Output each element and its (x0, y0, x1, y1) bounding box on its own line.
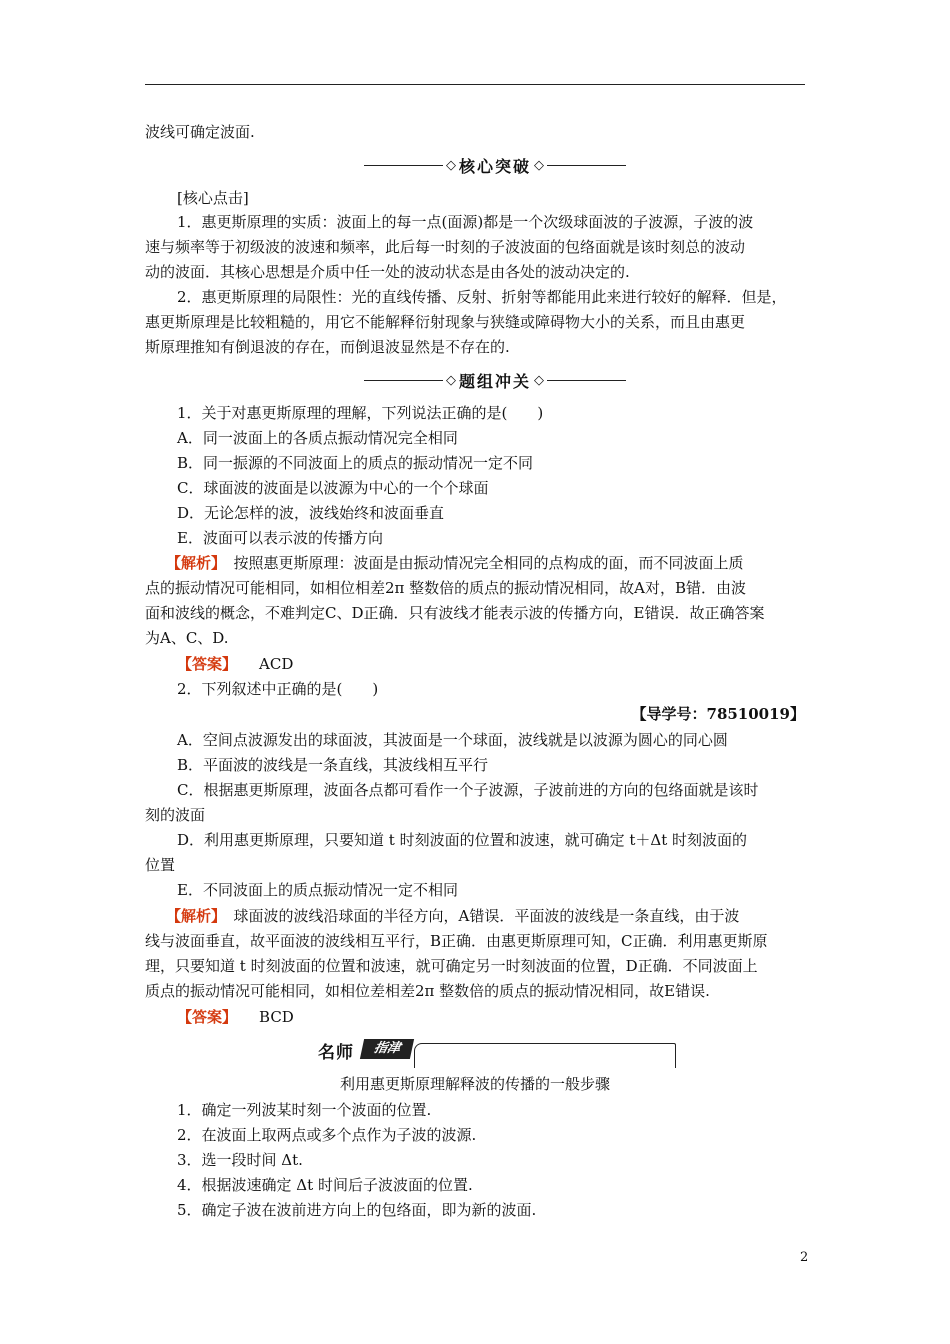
answer-line (177, 1007, 294, 1027)
paragraph-line: 动的波面．其核心思想是介质中任一处的波动状态是由各处的波动决定的. (145, 263, 630, 281)
analysis-line: 质点的振动情况可能相同，如相位差相差2π 整数倍的质点的振动情况相同，故E错误. (145, 982, 710, 1000)
teacher-tip-badge: 指津 (360, 1039, 414, 1059)
answer-value: BCD (259, 1008, 294, 1026)
diamond-icon: ◇ (446, 372, 456, 388)
answer-tag: 【答案】 (177, 1008, 238, 1026)
option: B．平面波的波线是一条直线，其波线相互平行 (177, 756, 489, 774)
analysis-line (166, 906, 739, 926)
option: C．球面波的波面是以波源为中心的一个个球面 (177, 479, 489, 497)
paragraph-line: 速与频率等于初级波的波速和频率，此后每一时刻的子波波面的包络面就是该时刻总的波动 (145, 238, 746, 256)
analysis-tag: 【解析】 (166, 554, 219, 572)
analysis-line: 点的振动情况可能相同，如相位相差2π 整数倍的质点的振动情况相同，故A对，B错．由波 (145, 579, 747, 597)
paragraph-line: 惠更斯原理是比较粗糙的，用它不能解释衍射现象与狭缝或障碍物大小的关系，而且由惠更 (145, 313, 746, 331)
option: B．同一振源的不同波面上的质点的振动情况一定不同 (177, 454, 534, 472)
option-continued: 刻的波面 (145, 806, 206, 824)
step-item: 5．确定子波在波前进方向上的包络面，即为新的波面. (177, 1201, 537, 1219)
section-title: 核心突破 (459, 156, 532, 176)
analysis-line (166, 553, 744, 573)
analysis-line: 面和波线的概念，不难判定C、D正确．只有波线才能表示波的传播方向，E错误．故正确答案 (145, 604, 765, 622)
option: E．不同波面上的质点振动情况一定不相同 (177, 881, 458, 899)
answer-value: ACD (259, 655, 294, 673)
analysis-text: 按照惠更斯原理：波面是由振动情况完全相同的点构成的面，而不同波面上质 (218, 554, 744, 572)
page-number: 2 (800, 1250, 809, 1265)
header-rule (145, 84, 805, 85)
subsection-label: [核心点击] (177, 189, 249, 207)
paragraph-line: 1．惠更斯原理的实质：波面上的每一点(面源)都是一个次级球面波的子波源，子波的波 (177, 213, 754, 231)
section-header-core (364, 154, 626, 176)
option: A．同一波面上的各质点振动情况完全相同 (177, 429, 458, 447)
paragraph-line: 斯原理推知有倒退波的存在，而倒退波显然是不存在的. (145, 338, 510, 356)
option: E．波面可以表示波的传播方向 (177, 529, 383, 547)
option: D．无论怎样的波，波线始终和波面垂直 (177, 504, 445, 522)
question-stem: 2．下列叙述中正确的是( ) (177, 680, 379, 698)
step-item: 4．根据波速确定 Δt 时间后子波波面的位置. (177, 1176, 473, 1194)
answer-line (177, 654, 293, 674)
paragraph-line: 波线可确定波面. (145, 123, 255, 141)
analysis-line: 理，只要知道 t 时刻波面的位置和波速，就可确定另一时刻波面的位置，D正确．不同波面上 (145, 957, 758, 975)
header-rule-right (547, 380, 626, 381)
answer-tag: 【答案】 (177, 655, 238, 673)
step-item: 1．确定一列波某时刻一个波面的位置. (177, 1101, 432, 1119)
header-rule-left (364, 165, 443, 166)
diamond-icon: ◇ (446, 157, 456, 173)
steps-title: 利用惠更斯原理解释波的传播的一般步骤 (339, 1075, 610, 1093)
teacher-tip-box (318, 1036, 676, 1066)
guide-number: 【导学号：78510019】 (631, 705, 805, 723)
analysis-line: 为A、C、D. (145, 629, 229, 647)
header-rule-right (547, 165, 626, 166)
teacher-tip-label: 名师 (318, 1043, 354, 1063)
analysis-tag: 【解析】 (166, 907, 219, 925)
option: D．利用惠更斯原理，只要知道 t 时刻波面的位置和波速，就可确定 t＋Δt 时刻波面的 (177, 831, 748, 849)
teacher-tip-frame (414, 1043, 676, 1068)
header-rule-left (364, 380, 443, 381)
diamond-icon: ◇ (534, 157, 545, 173)
diamond-icon: ◇ (534, 372, 545, 388)
step-item: 2．在波面上取两点或多个点作为子波的波源. (177, 1126, 477, 1144)
option-continued: 位置 (145, 856, 176, 874)
option: A．空间点波源发出的球面波，其波面是一个球面，波线就是以波源为圆心的同心圆 (177, 731, 728, 749)
option: C．根据惠更斯原理，波面各点都可看作一个子波源，子波前进的方向的包络面就是该时 (177, 781, 759, 799)
analysis-text: 球面波的波线沿球面的半径方向，A错误．平面波的波线是一条直线，由于波 (218, 907, 740, 925)
question-stem: 1．关于对惠更斯原理的理解，下列说法正确的是( ) (177, 404, 544, 422)
step-item: 3．选一段时间 Δt. (177, 1151, 303, 1169)
analysis-line: 线与波面垂直，故平面波的波线相互平行，B正确．由惠更斯原理可知，C正确．利用惠更斯原 (145, 932, 768, 950)
paragraph-line: 2．惠更斯原理的局限性：光的直线传播、反射、折射等都能用此来进行较好的解释．但是， (177, 288, 787, 306)
section-title: 题组冲关 (459, 371, 532, 391)
section-header-group (364, 369, 626, 391)
